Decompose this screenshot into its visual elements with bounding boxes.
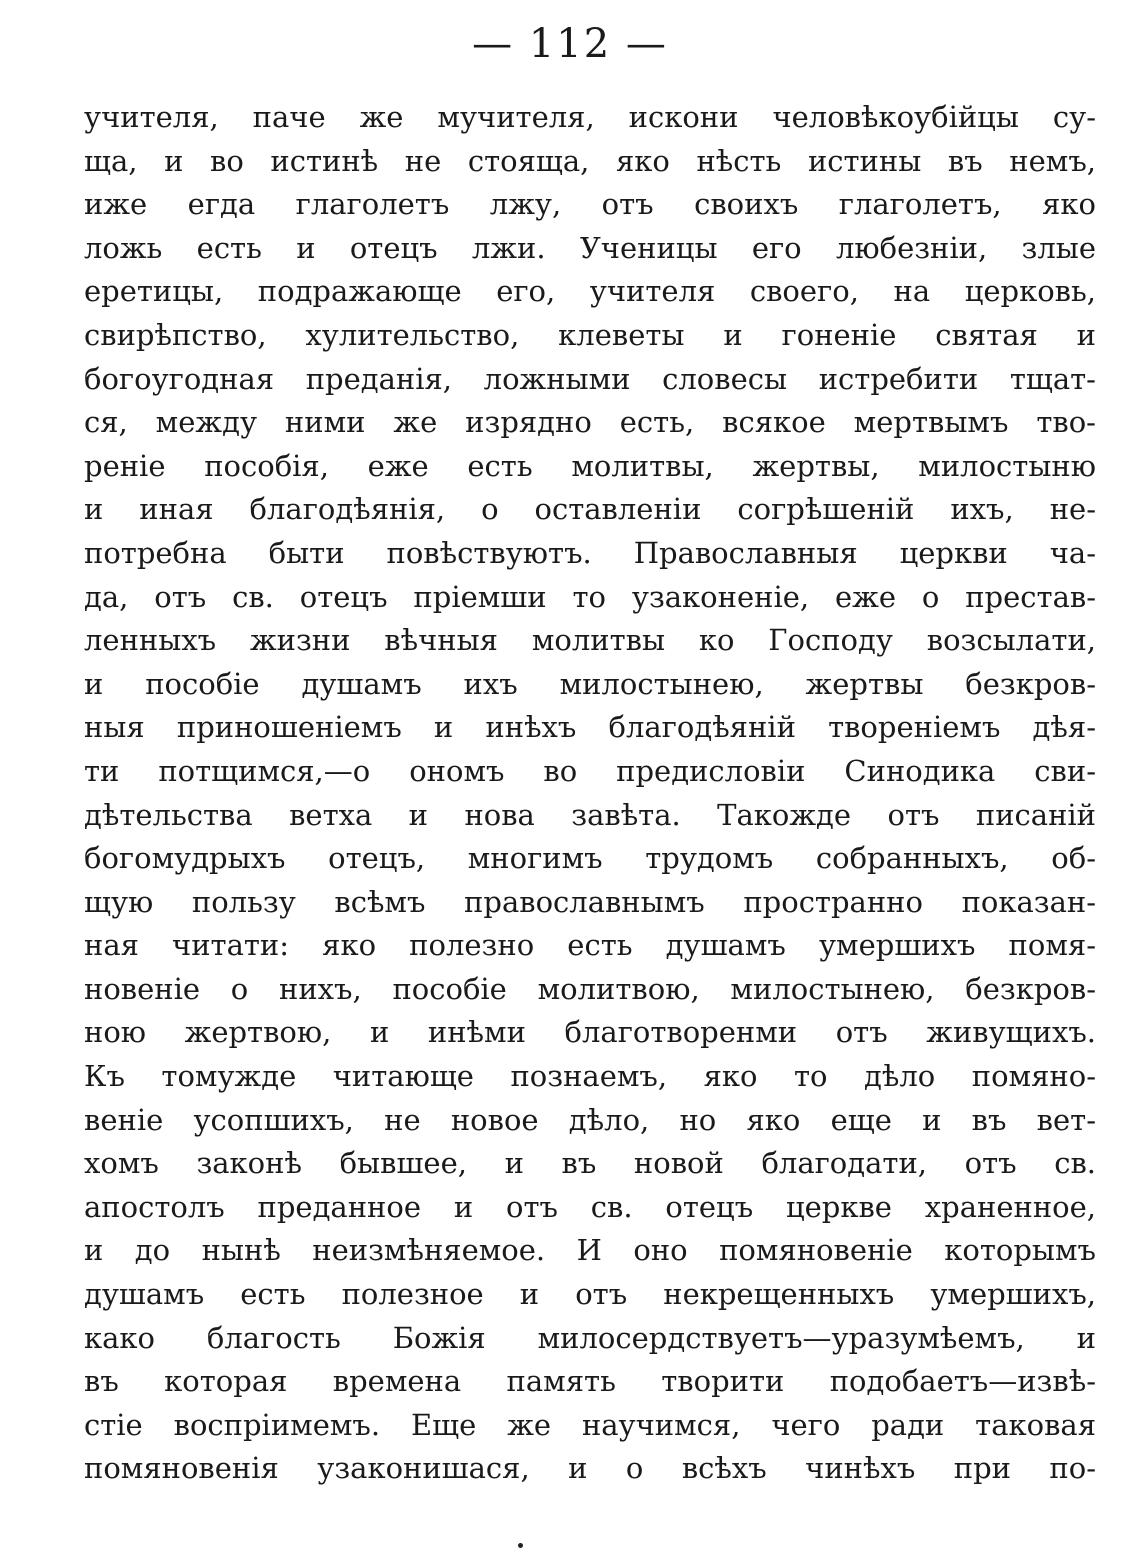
text-line: ща, и во истинѣ не стояща, яко нѣсть истины въ немъ, xyxy=(84,143,1096,178)
text-line: богомудрыхъ отецъ, многимъ трудомъ собранныхъ, об- xyxy=(84,841,1096,876)
text-line: ся, между ними же изрядно есть, всякое мертвымъ тво- xyxy=(84,405,1096,440)
text-line: въ которая времена память творити подобаетъ—извѣ- xyxy=(84,1364,1096,1399)
text-line: хомъ законѣ бывшее, и въ новой благодати, отъ св. xyxy=(84,1146,1096,1181)
text-line: учителя, паче же мучителя, искони человѣкоубійцы су- xyxy=(84,100,1096,134)
text-line: дѣтельства ветха и нова завѣта. Такожде отъ писаній xyxy=(84,797,1096,832)
text-line: и до нынѣ неизмѣняемое. И оно помяновеніе которымъ xyxy=(84,1233,1096,1268)
text-line: помяновенія узаконишася, и о всѣхъ чинѣхъ при по- xyxy=(84,1451,1096,1486)
text-line: како благость Божія милосердствуетъ—уразумѣемъ, и xyxy=(84,1320,1096,1355)
text-line: реніе пособія, еже есть молитвы, жертвы, милостыню xyxy=(84,448,1096,483)
text-line: стіе воспріимемъ. Еще же научимся, чего ради таковая xyxy=(84,1407,1096,1442)
text-line: Къ томужде читающе познаемъ, яко то дѣло помяно- xyxy=(84,1059,1096,1094)
text-line: и пособіе душамъ ихъ милостынею, жертвы безкров- xyxy=(84,666,1096,701)
text-line: ложь есть и отецъ лжи. Ученицы его любезніи, злые xyxy=(84,230,1096,265)
print-speck xyxy=(518,1543,523,1548)
text-line: душамъ есть полезное и отъ некрещенныхъ умершихъ, xyxy=(84,1277,1096,1312)
text-line: да, отъ св. отецъ пріемши то узаконеніе, еже о престав- xyxy=(84,579,1096,614)
text-line: апостолъ преданное и отъ св. отецъ церкве храненное, xyxy=(84,1189,1096,1224)
text-line: ною жертвою, и инѣми благотворенми отъ живущихъ. xyxy=(84,1015,1096,1050)
body-text xyxy=(84,96,1096,1491)
text-line: иже егда глаголетъ лжу, отъ своихъ глаголетъ, яко xyxy=(84,187,1096,222)
text-line: ти потщимся,—о ономъ во предисловіи Синодика сви- xyxy=(84,753,1096,788)
text-line: новеніе о нихъ, пособіе молитвою, милостынею, безкров- xyxy=(84,971,1096,1006)
text-line: еретицы, подражающе его, учителя своего, на церковь, xyxy=(84,274,1096,309)
text-line: ленныхъ жизни вѣчныя молитвы ко Господу возсылати, xyxy=(84,623,1096,658)
text-line: свирѣпство, хулительство, клеветы и гоненіе святая и xyxy=(84,317,1096,352)
text-line: и иная благодѣянія, о оставленіи согрѣшеній ихъ, не- xyxy=(84,492,1096,527)
text-line: потребна быти повѣствуютъ. Православныя церкви ча- xyxy=(84,535,1096,570)
text-line: ная читати: яко полезно есть душамъ умершихъ помя- xyxy=(84,928,1096,963)
text-line: веніе усопшихъ, не новое дѣло, но яко еще и въ вет- xyxy=(84,1102,1096,1137)
text-line: богоугодная преданія, ложными словесы истребити тщат- xyxy=(84,361,1096,396)
page-number: — 112 — xyxy=(472,21,668,67)
text-line: щую пользу всѣмъ православнымъ пространно показан- xyxy=(84,884,1096,919)
text-line: ныя приношеніемъ и инѣхъ благодѣяній твореніемъ дѣя- xyxy=(84,710,1096,745)
